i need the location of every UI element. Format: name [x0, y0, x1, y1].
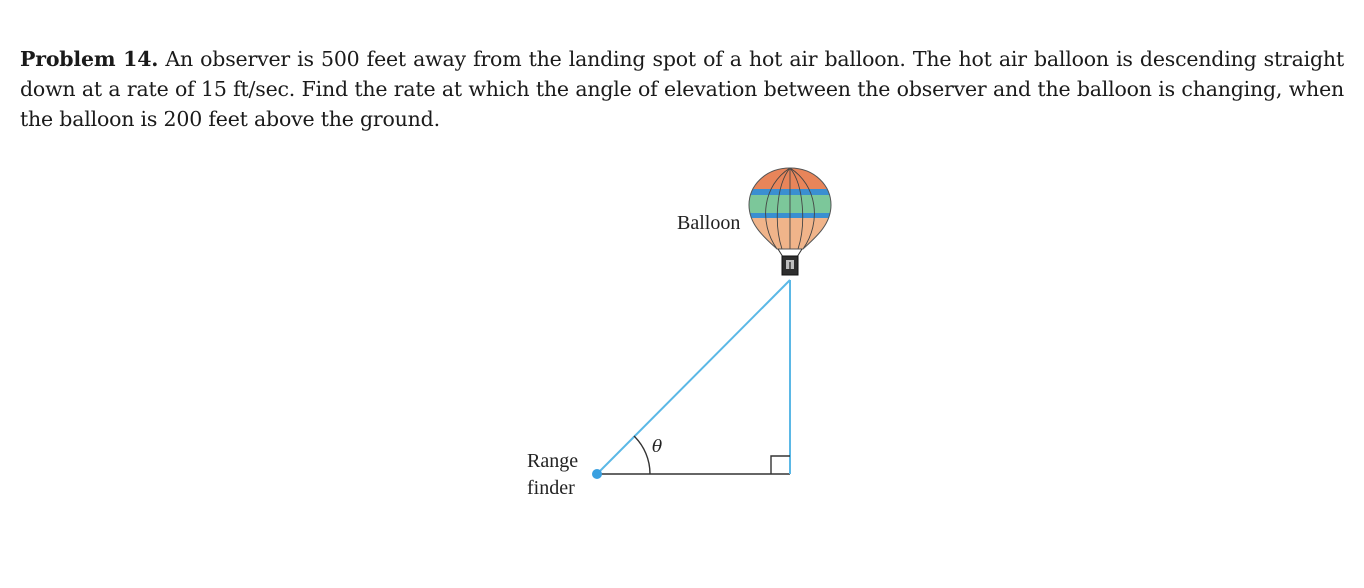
line-of-sight — [597, 280, 790, 474]
range-finder-label-line1: Range — [527, 450, 579, 472]
problem-label: Problem 14. — [20, 47, 159, 71]
problem-text: An observer is 500 feet away from the landing spot of a hot air balloon. The hot air balloon is descending straight down at a rate of 15 ft/sec. Find the rate at which the angle of elevation between the observer and the balloon is changing, when the balloon is 200 feet above the ground. — [20, 47, 1344, 131]
balloon-label: Balloon — [677, 212, 741, 234]
hot-air-balloon-icon — [745, 165, 835, 275]
angle-arc — [634, 436, 650, 474]
range-finder-dot — [592, 469, 602, 479]
right-angle-marker — [771, 456, 790, 474]
range-finder-label-line2: finder — [527, 477, 575, 499]
theta-label: θ — [652, 437, 663, 457]
